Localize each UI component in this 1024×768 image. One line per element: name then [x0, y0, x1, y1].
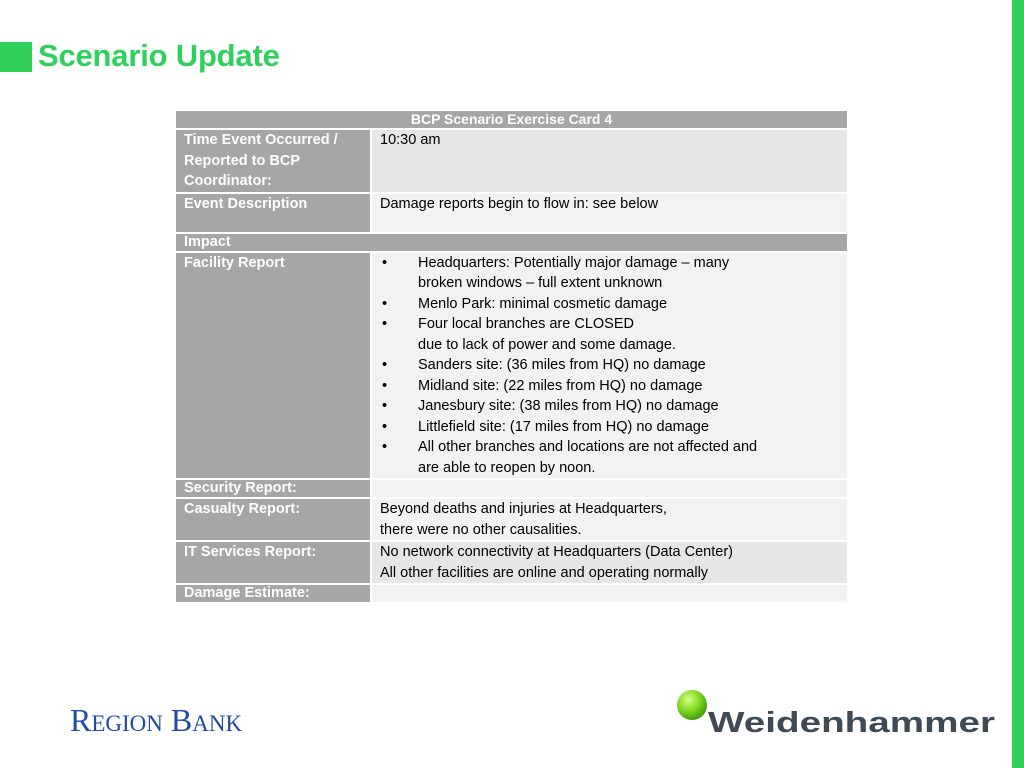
impact-row	[176, 234, 847, 251]
security-label: Security Report:	[176, 480, 370, 497]
card-header-row	[176, 111, 847, 128]
scenario-card-table	[174, 109, 849, 604]
facility-list	[380, 253, 839, 479]
damage-label: Damage Estimate:	[176, 585, 370, 602]
page-title: Scenario Update	[38, 38, 280, 73]
event-label: Event Description	[176, 194, 370, 232]
table-row	[176, 130, 847, 192]
bullet-icon: •	[382, 357, 388, 373]
casualty-label: Casualty Report:	[176, 499, 370, 540]
table-row	[176, 542, 847, 583]
partner-name: Weidenhammer	[708, 707, 995, 738]
it-label: IT Services Report:	[176, 542, 370, 583]
damage-value	[372, 585, 847, 602]
table-row	[176, 585, 847, 602]
accent-side-bar	[1012, 0, 1024, 768]
bullet-icon: •	[382, 295, 388, 312]
casualty-value: Beyond deaths and injuries at Headquarters, there were no other causalities.	[372, 499, 847, 540]
region-bank-logo: REGION BANK	[70, 702, 243, 738]
event-value: Damage reports begin to flow in: see below	[372, 194, 847, 232]
list-item: • Sanders site: (36 miles from HQ) no damage	[380, 355, 839, 376]
list-item: • Headquarters: Potentially major damage – many broken windows – full extent unknown	[382, 254, 730, 291]
list-item: • Midland site: (22 miles from HQ) no damage	[380, 376, 839, 397]
list-item: • Janesbury site: (38 miles from HQ) no damage	[380, 396, 839, 417]
list-item: • Menlo Park: minimal cosmetic damage	[380, 294, 839, 315]
bullet-icon: •	[382, 439, 388, 455]
bullet-icon: •	[382, 418, 388, 435]
it-value: No network connectivity at Headquarters (Data Center) All other facilities are online and operating normally	[372, 542, 847, 583]
table-row	[176, 480, 847, 497]
green-sphere-icon	[677, 690, 707, 720]
card-title: BCP Scenario Exercise Card 4	[176, 111, 847, 128]
bullet-icon: •	[382, 316, 388, 332]
time-label: Time Event Occurred / Reported to BCP Coordinator:	[176, 130, 370, 192]
security-value	[372, 480, 847, 497]
bullet-icon: •	[382, 398, 388, 414]
list-item: • Four local branches are CLOSED due to lack of power and some damage.	[382, 316, 676, 353]
list-item: • Littlefield site: (17 miles from HQ) no damage	[380, 417, 839, 438]
green-square-icon	[0, 42, 32, 72]
table-row	[176, 499, 847, 540]
facility-value	[372, 253, 847, 479]
time-value: 10:30 am	[372, 130, 847, 192]
bullet-icon: •	[382, 377, 388, 394]
facility-label: Facility Report	[176, 253, 370, 479]
impact-label: Impact	[176, 234, 847, 251]
weidenhammer-logo	[676, 688, 998, 738]
table-row	[176, 194, 847, 232]
bullet-icon: •	[382, 254, 388, 271]
list-item: • All other branches and locations are not affected and are able to reopen by noon.	[382, 439, 758, 476]
table-row	[176, 253, 847, 479]
